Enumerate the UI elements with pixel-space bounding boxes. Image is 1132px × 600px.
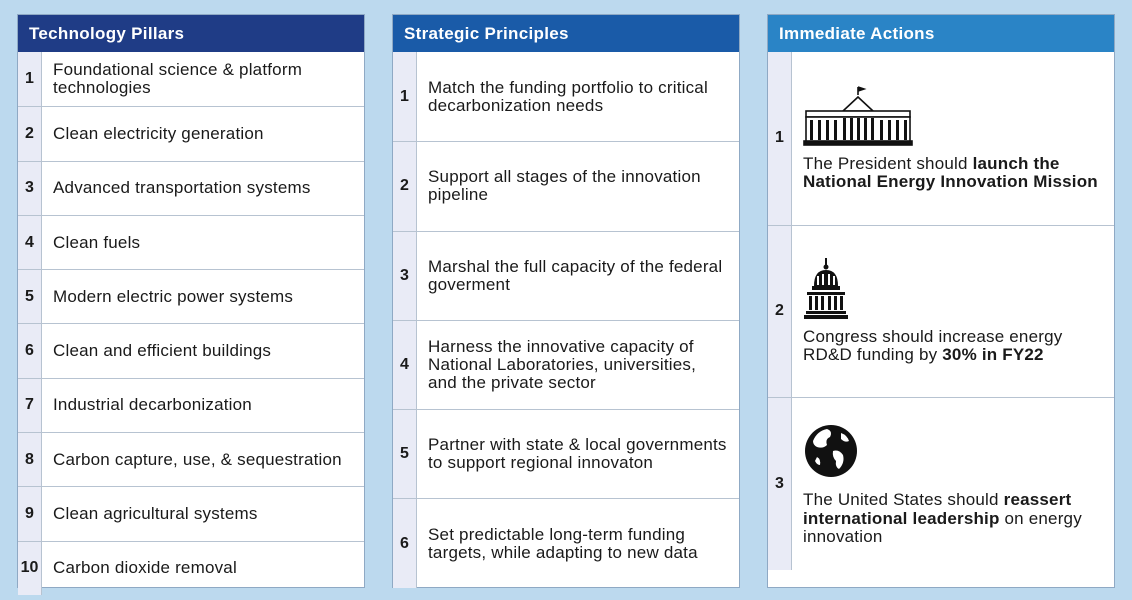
row-label: Industrial decarbonization [53,395,252,415]
row-label: Partner with state & local governments to support regional innovaton [428,435,727,473]
action-row-3 [768,397,1114,570]
principle-row-3 [393,231,739,320]
action-row-1 [768,52,1114,225]
row-number: 2 [18,107,42,160]
pillar-row-3 [18,161,364,215]
globe-icon [803,421,913,483]
pillar-row-1 [18,52,364,106]
white-house-icon [803,85,913,147]
row-number: 5 [18,270,42,323]
pillar-row-10 [18,541,364,595]
strategic-principles-header: Strategic Principles [393,15,739,52]
pillar-row-6 [18,323,364,377]
row-label: Support all stages of the innovation pipeline [428,167,701,205]
row-number: 4 [393,321,417,409]
pillar-row-4 [18,215,364,269]
row-number: 2 [393,142,417,230]
pillar-row-8 [18,432,364,486]
row-label: Foundational science & platform technologies [53,60,303,98]
row-number: 3 [393,232,417,320]
row-label: Advanced transportation systems [53,178,311,198]
action-text: Congress should increase energy RD&D funding by 30% in FY22 [803,326,1063,365]
row-number: 9 [18,487,42,540]
row-label: Clean electricity generation [53,123,264,143]
row-label: Carbon dioxide removal [53,558,237,578]
action-text: The United States should reassert international leadership on energy innovation [803,490,1082,547]
row-number: 10 [18,542,42,595]
principle-row-1 [393,52,739,141]
row-number: 2 [768,226,792,398]
immediate-actions-panel [767,14,1115,588]
row-number: 3 [768,398,792,570]
capitol-building-icon [803,258,913,320]
technology-pillars-header: Technology Pillars [18,15,364,52]
row-number: 7 [18,379,42,432]
action-row-2 [768,225,1114,398]
row-number: 8 [18,433,42,486]
row-label: Match the funding portfolio to critical decarbonization needs [428,77,708,115]
row-number: 5 [393,410,417,498]
row-label: Clean fuels [53,232,141,252]
strategic-principles-panel [392,14,740,588]
pillar-row-2 [18,106,364,160]
row-number: 1 [18,52,42,106]
pillar-row-9 [18,486,364,540]
row-label: Marshal the full capacity of the federal goverment [428,256,723,294]
row-label: Set predictable long-term funding targets, while adapting to new data [428,524,698,562]
pillar-row-7 [18,378,364,432]
row-number: 4 [18,216,42,269]
principle-row-5 [393,409,739,498]
immediate-actions-header: Immediate Actions [768,15,1114,52]
row-label: Carbon capture, use, & sequestration [53,449,342,469]
action-text: The President should launch the National Energy Innovation Mission [803,153,1098,192]
row-label: Clean agricultural systems [53,504,258,524]
row-number: 1 [768,52,792,225]
row-label: Harness the innovative capacity of National Laboratories, universities, and the private sector [428,337,697,393]
technology-pillars-panel [17,14,365,588]
row-number: 1 [393,52,417,141]
row-label: Clean and efficient buildings [53,341,272,361]
row-number: 3 [18,162,42,215]
row-number: 6 [393,499,417,587]
principle-row-6 [393,498,739,587]
row-number: 6 [18,324,42,377]
principle-row-2 [393,141,739,230]
pillar-row-5 [18,269,364,323]
row-label: Modern electric power systems [53,286,294,306]
principle-row-4 [393,320,739,409]
